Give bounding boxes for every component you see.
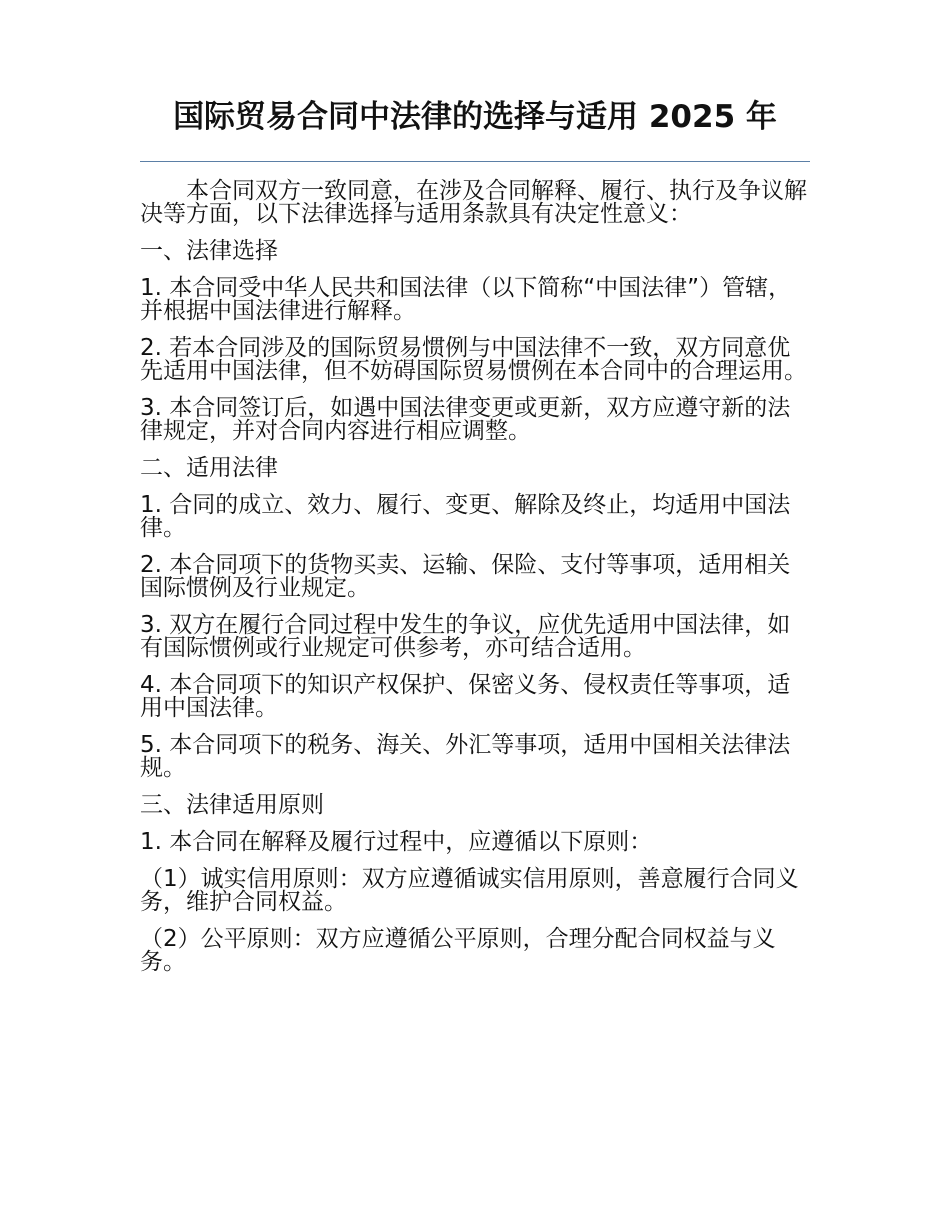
clause-3-1: 1. 本合同在解释及履行过程中，应遵循以下原则： [140, 829, 653, 855]
clause-1-2: 2. 若本合同涉及的国际贸易惯例与中国法律不一致，双方同意优先适用中国法律，但不妨碍国际贸易惯例在本合同中的合理运用。 [140, 335, 807, 384]
clause-2-3: 3. 双方在履行合同过程中发生的争议，应优先适用中国法律，如有国际惯例或行业规定可供参考，亦可结合适用。 [140, 612, 791, 661]
document-body [140, 180, 810, 988]
clause-2-5: 5. 本合同项下的税务、海关、外汇等事项，适用中国相关法律法规。 [140, 732, 791, 781]
clause-2-1: 1. 合同的成立、效力、履行、变更、解除及终止，均适用中国法律。 [140, 492, 791, 541]
section-heading-applicable-law: 二、适用法律 [140, 455, 278, 481]
clause-2-2: 2. 本合同项下的货物买卖、运输、保险、支付等事项，适用相关国际惯例及行业规定。 [140, 552, 791, 601]
clause-3-1-1: （1）诚实信用原则：双方应遵循诚实信用原则，善意履行合同义务，维护合同权益。 [140, 866, 799, 915]
clause-2-4: 4. 本合同项下的知识产权保护、保密义务、侵权责任等事项，适用中国法律。 [140, 672, 791, 721]
clause-1-3: 3. 本合同签订后，如遇中国法律变更或更新，双方应遵守新的法律规定，并对合同内容进行相应调整。 [140, 395, 791, 444]
clause-1-1: 1. 本合同受中华人民共和国法律（以下简称“中国法律”）管辖，并根据中国法律进行解释。 [140, 275, 792, 324]
section-heading-principles: 三、法律适用原则 [140, 792, 324, 818]
section-heading-law-choice: 一、法律选择 [140, 238, 278, 264]
page-title: 国际贸易合同中法律的选择与适用 2025 年 [173, 99, 777, 135]
intro-paragraph: 本合同双方一致同意，在涉及合同解释、履行、执行及争议解决等方面，以下法律选择与适用条款具有决定性意义： [140, 178, 807, 227]
clause-3-1-2: （2）公平原则：双方应遵循公平原则，合理分配合同权益与义务。 [140, 926, 776, 975]
title-divider [140, 161, 810, 162]
